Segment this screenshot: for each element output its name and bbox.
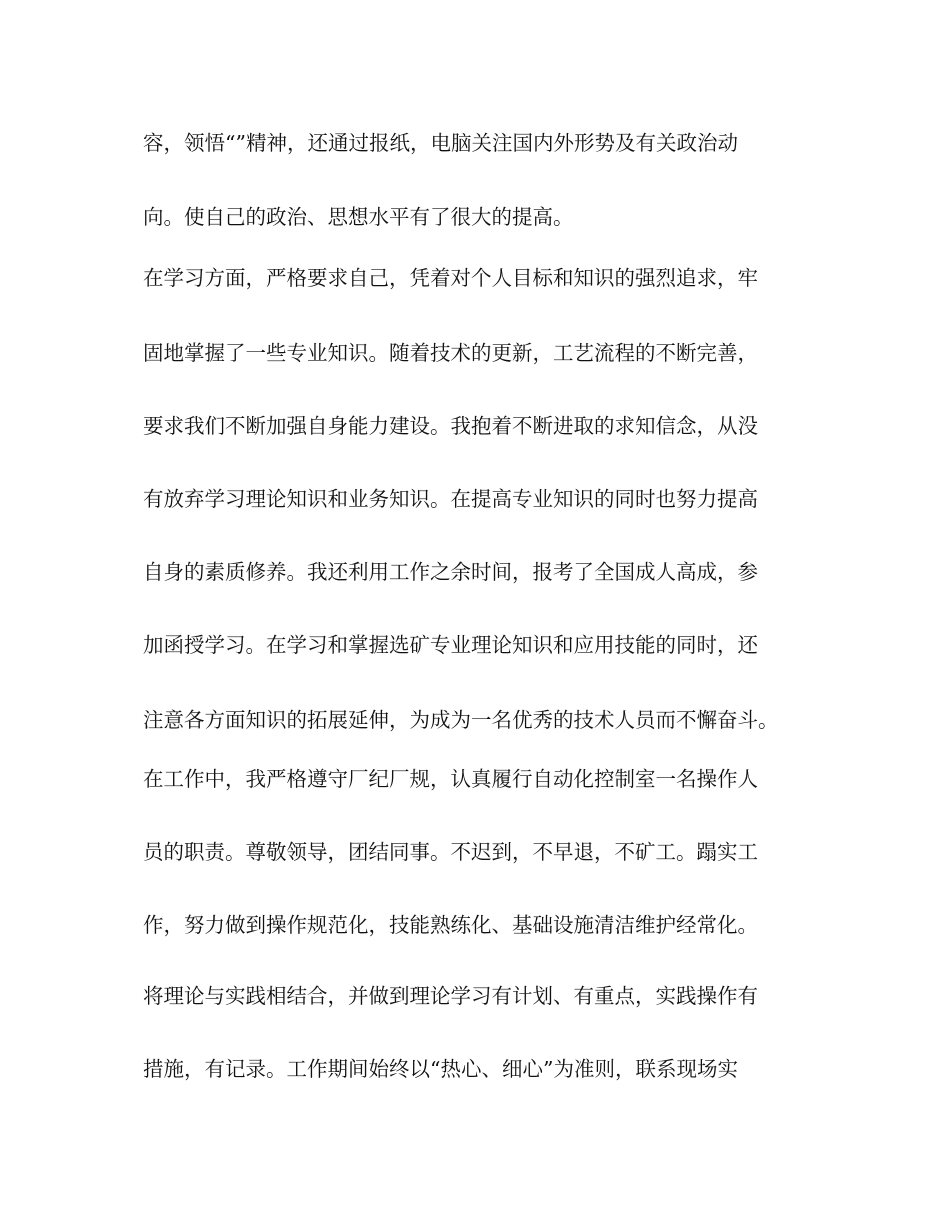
text-line-10: 在工作中，我严格遵守厂纪厂规，认真履行自动化控制室一名操作人 [143,767,758,791]
text-line-9: 注意各方面知识的拓展延伸，为成为一名优秀的技术人员而不懈奋斗。 [143,708,779,732]
text-line-4: 固地掌握了一些专业知识。随着技术的更新，工艺流程的不断完善， [143,341,758,365]
text-line-12: 作，努力做到操作规范化，技能熟练化、基础设施清洁维护经常化。 [143,913,758,937]
text-line-14: 措施，有记录。工作期间始终以“热心、细心”为准则，联系现场实 [143,1057,738,1081]
text-line-2: 向。使自己的政治、思想水平有了很大的提高。 [143,205,574,229]
text-line-13: 将理论与实践相结合，并做到理论学习有计划、有重点，实践操作有 [143,984,758,1008]
text-line-6: 有放弃学习理论知识和业务知识。在提高专业知识的同时也努力提高 [143,487,758,511]
text-line-11: 员的职责。尊敬领导，团结同事。不迟到，不早退，不矿工。蹋实工 [143,840,758,864]
text-line-3: 在学习方面，严格要求自己，凭着对个人目标和知识的强烈追求，牢 [143,266,758,290]
text-line-5: 要求我们不断加强自身能力建设。我抱着不断进取的求知信念，从没 [143,414,758,438]
text-line-8: 加函授学习。在学习和掌握选矿专业理论知识和应用技能的同时，还 [143,633,758,657]
text-line-1: 容，领悟“”精神，还通过报纸，电脑关注国内外形势及有关政治动 [143,131,738,155]
text-line-7: 自身的素质修养。我还利用工作之余时间，报考了全国成人高成，参 [143,560,758,584]
